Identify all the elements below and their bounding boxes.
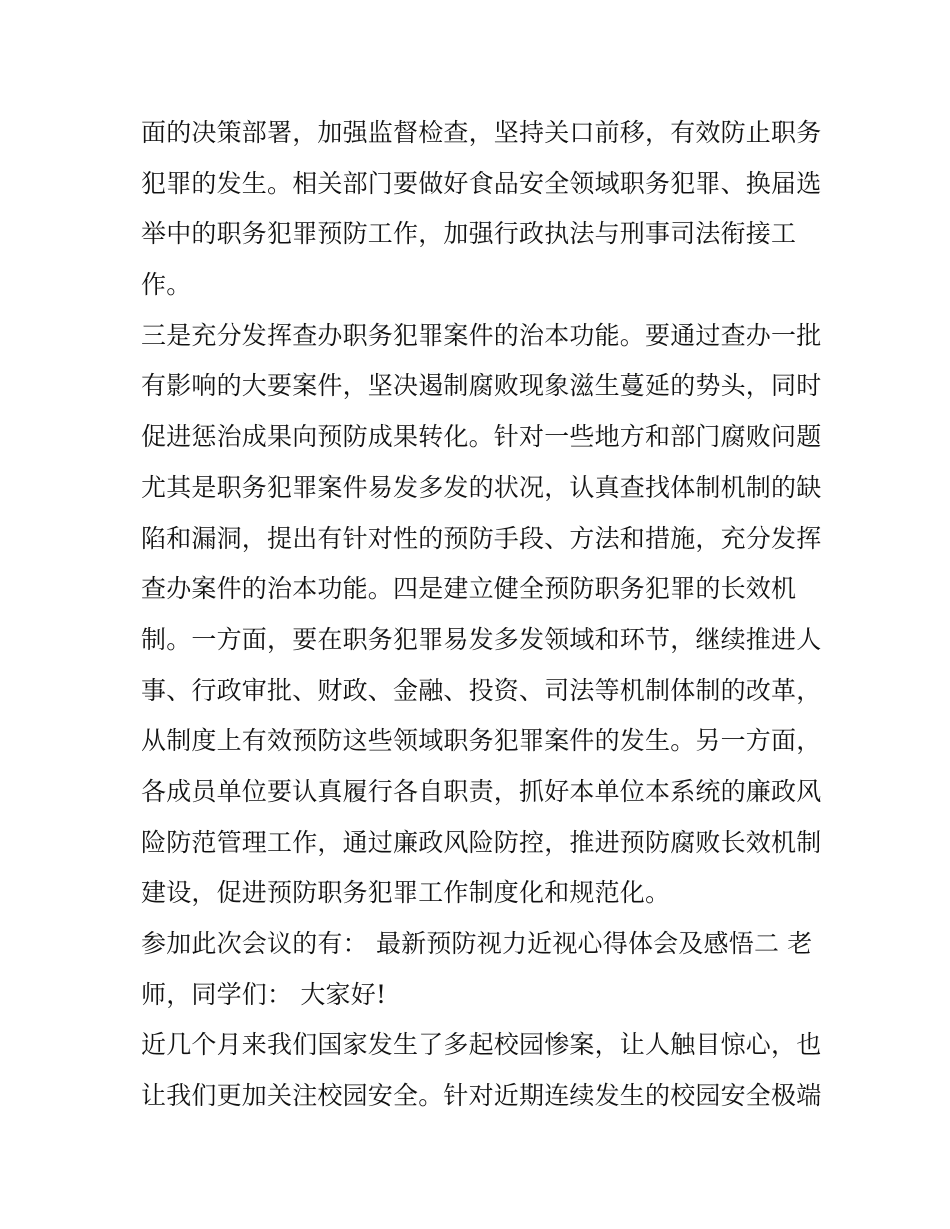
text-line: 有影响的大要案件，坚决遏制腐败现象滋生蔓延的势头，同时 — [141, 371, 822, 401]
text-line: 面的决策部署，加强监督检查，坚持关口前移，有效防止职务 — [141, 118, 822, 147]
text-line: 举中的职务犯罪预防工作，加强行政执法与刑事司法衔接工 — [141, 219, 797, 249]
text-line: 三是充分发挥查办职务犯罪案件的治本功能。要通过查办一批 — [141, 320, 822, 350]
text-line: 制。一方面，要在职务犯罪易发多发领域和环节，继续推进人 — [141, 624, 822, 654]
text-line: 促进惩治成果向预防成果转化。针对一些地方和部门腐败问题 — [141, 422, 822, 452]
text-line: 近几个月来我们国家发生了多起校园惨案，让人触目惊心，也 — [141, 1030, 822, 1060]
text-line: 建设，促进预防职务犯罪工作制度化和规范化。 — [141, 878, 671, 908]
text-line: 各成员单位要认真履行各自职责，抓好本单位本系统的廉政风 — [141, 776, 822, 806]
text-line: 从制度上有效预防这些领域职务犯罪案件的发生。另一方面， — [141, 726, 822, 756]
text-line: 险防范管理工作，通过廉政风险防控，推进预防腐败长效机制 — [141, 827, 822, 857]
document-body — [141, 108, 822, 1122]
text-line: 查办案件的治本功能。四是建立健全预防职务犯罪的长效机 — [141, 574, 797, 604]
text-line: 让我们更加关注校园安全。针对近期连续发生的校园安全极端 — [141, 1081, 822, 1111]
text-line: 参加此次会议的有： 最新预防视力近视心得体会及感悟二 老 — [141, 929, 813, 958]
text-line: 陷和漏洞，提出有针对性的预防手段、方法和措施，充分发挥 — [141, 523, 822, 553]
text-line: 犯罪的发生。相关部门要做好食品安全领域职务犯罪、换届选 — [141, 168, 822, 198]
text-line: 事、行政审批、财政、金融、投资、司法等机制体制的改革， — [141, 675, 822, 705]
text-line: 尤其是职务犯罪案件易发多发的状况，认真查找体制机制的缺 — [141, 472, 822, 502]
text-line: 作。 — [141, 270, 192, 300]
text-line: 师，同学们： 大家好! — [141, 979, 387, 1009]
